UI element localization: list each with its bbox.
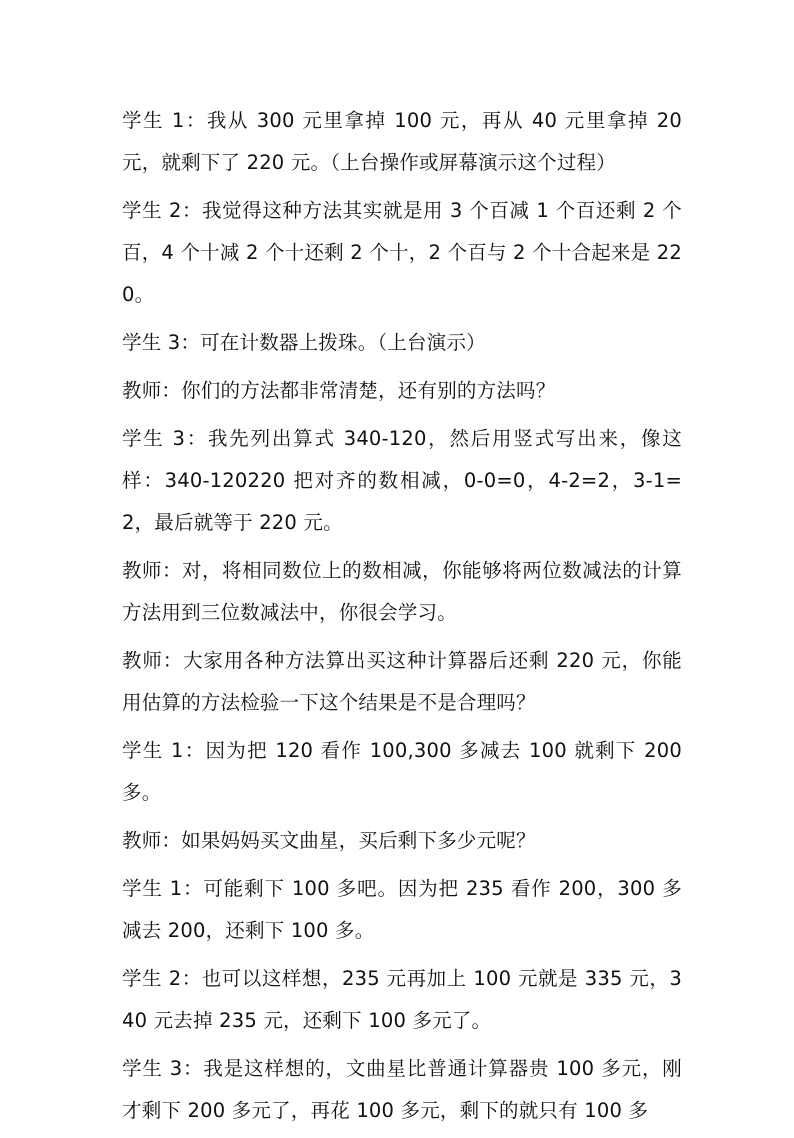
paragraph: 学生 3：我是这样想的，文曲星比普通计算器贵 100 多元，刚才剩下 200 多元了，再花 100 多元，剩下的就只有 100 多 xyxy=(122,1057,682,1122)
paragraph: 教师：如果妈妈买文曲星，买后剩下多少元呢？ xyxy=(122,829,536,852)
paragraph: 学生 3：可在计数器上拨珠。（上台演示） xyxy=(122,331,486,354)
paragraph: 教师：大家用各种方法算出买这种计算器后还剩 220 元，你能用估算的方法检验一下这个结果是不是合理吗？ xyxy=(122,649,682,714)
paragraph: 学生 1：可能剩下 100 多吧。因为把 235 看作 200，300 多减去 200，还剩下 100 多。 xyxy=(122,877,682,942)
paragraph: 教师：你们的方法都非常清楚，还有别的方法吗？ xyxy=(122,379,556,402)
paragraph: 学生 2：我觉得这种方法其实就是用 3 个百减 1 个百还剩 2 个百，4 个十减 2 个十还剩 2 个十，2 个百与 2 个十合起来是 220。 xyxy=(122,199,682,306)
document-body xyxy=(122,100,682,1138)
paragraph: 学生 1：我从 300 元里拿掉 100 元，再从 40 元里拿掉 20 元，就剩下了 220 元。（上台操作或屏幕演示这个过程） xyxy=(122,109,682,174)
paragraph: 学生 1：因为把 120 看作 100,300 多减去 100 就剩下 200 多。 xyxy=(122,739,682,804)
paragraph: 学生 2：也可以这样想，235 元再加上 100 元就是 335 元，340 元去掉 235 元，还剩下 100 多元了。 xyxy=(122,967,682,1032)
paragraph: 学生 3：我先列出算式 340-120，然后用竖式写出来，像这样：340-120220 把对齐的数相减，0-0=0，4-2=2，3-1=2，最后就等于 220 元。 xyxy=(122,427,682,534)
paragraph: 教师：对，将相同数位上的数相减，你能够将两位数减法的计算方法用到三位数减法中，你很会学习。 xyxy=(122,559,682,624)
